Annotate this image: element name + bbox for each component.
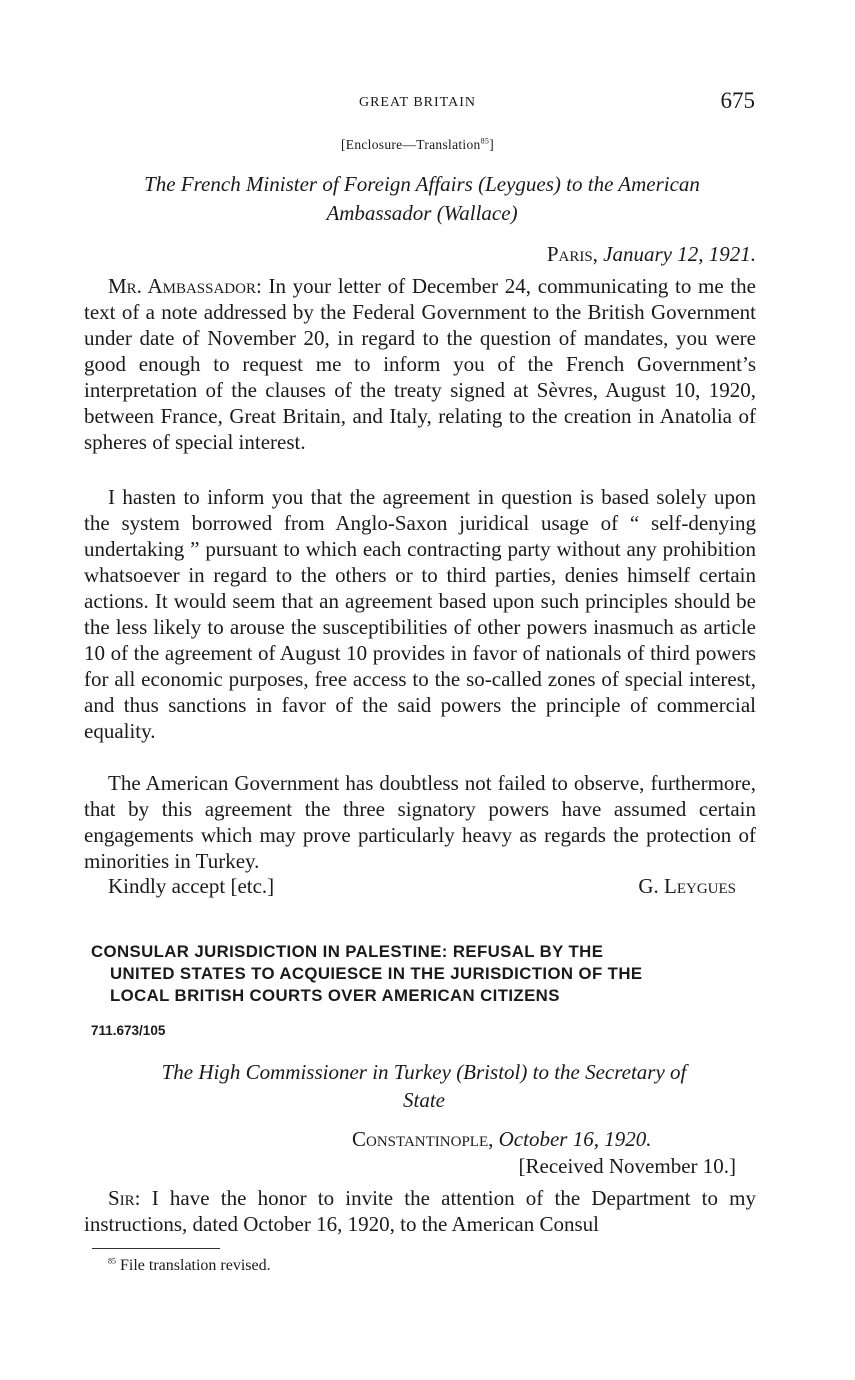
letter-dateline (84, 242, 756, 267)
letter-heading-line2: Ambassador (Wallace) (326, 201, 518, 225)
received-note: [Received November 10.] (518, 1154, 736, 1178)
footnote-text: File translation revised. (120, 1257, 271, 1274)
section-title-line1: CONSULAR JURISDICTION IN PALESTINE: REFUSAL BY THE (91, 942, 604, 961)
dispatch-date: October 16, 1920. (498, 1127, 652, 1151)
dispatch-dateline (352, 1127, 651, 1152)
page-number: 675 (720, 88, 755, 113)
signature: G. Leygues (638, 874, 736, 898)
letter-paragraph-1 (84, 273, 756, 455)
enclosure-label (0, 137, 835, 153)
footnote-divider (92, 1248, 220, 1249)
running-header: GREAT BRITAIN (358, 95, 476, 110)
letter-heading (84, 170, 760, 228)
enclosure-close: ] (489, 137, 494, 152)
letter-paragraph-3: The American Government has doubtless not failed to observe, furthermore, that by this agreement the three signatory powers have assumed certain engagements which may prove particularly heavy as regards the protection of minorities in Turkey. (84, 771, 756, 873)
dispatch-heading (84, 1058, 764, 1114)
section-title-line3: LOCAL BRITISH COURTS OVER AMERICAN CITIZENS (110, 986, 560, 1005)
section-title (91, 941, 758, 1007)
file-number: 711.673/105 (91, 1023, 166, 1038)
letter-salutation: Mr. Ambassador: (108, 274, 262, 298)
footnote (108, 1257, 271, 1275)
letter-date: January 12, 1921. (603, 242, 756, 266)
footnote-ref: 85 (480, 136, 490, 146)
letter-closing (108, 873, 736, 899)
dispatch-place: Constantinople, (352, 1127, 494, 1151)
dispatch-heading-line2: State (403, 1088, 445, 1112)
letter-paragraph-1-text: In your letter of December 24, communicating to me the text of a note addressed by the Federal Government to the British Government under date of November 20, in regard to the question of mandates, you were good enough to request me to inform you of the French Government’s interpretation of the clauses of the treaty signed at Sèvres, August 10, 1920, between France, Great Britain, and Italy, relating to the creation in Anatolia of spheres of special interest. (84, 274, 756, 454)
closing-formula: Kindly accept [etc.] (108, 874, 275, 898)
dispatch-salutation: Sir: (108, 1186, 141, 1210)
dispatch-paragraph-1 (84, 1185, 756, 1237)
letter-heading-line1: The French Minister of Foreign Affairs (Leygues) to the American (144, 172, 700, 196)
dispatch-heading-line1: The High Commissioner in Turkey (Bristol) to the Secretary of (161, 1060, 687, 1084)
section-title-line2: UNITED STATES TO ACQUIESCE IN THE JURISDICTION OF THE (110, 964, 643, 983)
letter-place: Paris, (546, 242, 598, 266)
enclosure-text: [Enclosure—Translation (341, 137, 481, 152)
dispatch-paragraph-1-text: I have the honor to invite the attention of the Department to my instructions, dated October 16, 1920, to the American Consul (84, 1186, 757, 1236)
letter-paragraph-2: I hasten to inform you that the agreement in question is based solely upon the system borrowed from Anglo-Saxon juridical usage of “ self-denying undertaking ” pursuant to which each contracting party without any prohibition whatsoever in regard to the others or to third parties, denies himself certain actions. It would seem that an agreement based upon such principles should be the less likely to arouse the susceptibilities of other powers inasmuch as article 10 of the agreement of August 10 provides in favor of nationals of third powers for all economic purposes, free access to the so-called zones of special interest, and thus sanctions in favor of the said powers the principle of commercial equality. (84, 485, 756, 743)
footnote-number: 85 (108, 1256, 116, 1266)
